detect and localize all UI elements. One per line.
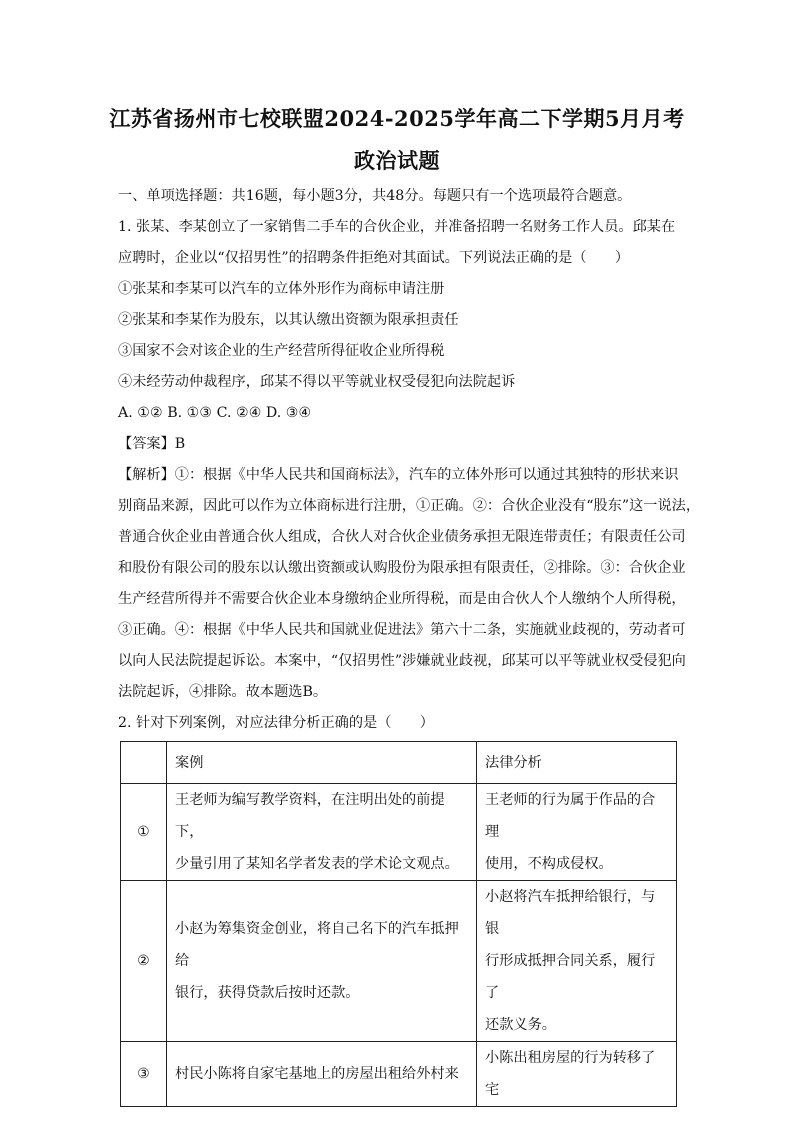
case-text-line: 村民小陈将自家宅基地上的房屋出租给外村来 — [175, 1066, 459, 1082]
analysis-line: 【解析】①：根据《中华人民共和国商标法》，汽车的立体外形可以通过其独特的形状来识 — [118, 467, 679, 483]
analysis-cell — [477, 881, 677, 1042]
analysis-text-line: 还款义务。 — [485, 1017, 556, 1033]
analysis-text-line: 行形成抵押合同关系，履行了 — [485, 953, 656, 1001]
question-1-stem-line-2: 应聘时，企业以“仅招男性”的招聘条件拒绝对其面试。下列说法正确的是（ ） — [118, 250, 630, 266]
question-1-answer: 【答案】B — [118, 436, 186, 452]
table-header-row — [121, 742, 677, 784]
analysis-line: ③正确。④：根据《中华人民共和国就业促进法》第六十二条，实施就业歧视的，劳动者可 — [118, 622, 686, 638]
question-1-option-2: ②张某和李某作为股东，以其认缴出资额为限承担责任 — [118, 312, 459, 328]
case-analysis-table — [120, 741, 677, 1107]
case-cell — [167, 881, 477, 1042]
case-text-line: 银行，获得贷款后按时还款。 — [175, 985, 360, 1001]
table-row — [121, 881, 677, 1042]
analysis-line: 普通合伙企业由普通合伙人组成，合伙人对合伙企业债务承担无限连带责任；有限责任公司 — [118, 529, 686, 545]
row-number: ① — [121, 784, 167, 881]
case-text-line: 少量引用了某知名学者发表的学术论文观点。 — [175, 856, 459, 872]
row-number: ③ — [121, 1042, 167, 1107]
analysis-cell — [477, 784, 677, 881]
row-number: ② — [121, 881, 167, 1042]
document-subtitle: 政治试题 — [354, 148, 440, 173]
analysis-line: 以向人民法院提起诉讼。本案中，“仅招男性”涉嫌就业歧视，邱某可以平等就业权受侵犯向 — [118, 653, 686, 669]
analysis-text-line: 小陈出租房屋的行为转移了宅 — [485, 1050, 656, 1098]
question-1-option-4: ④未经劳动仲裁程序，邱某不得以平等就业权受侵犯向法院起诉 — [118, 374, 516, 390]
analysis-line: 法院起诉，④排除。故本题选B。 — [118, 684, 328, 700]
analysis-text-line: 使用，不构成侵权。 — [485, 856, 613, 872]
question-1-option-1: ①张某和李某可以汽车的立体外形作为商标申请注册 — [118, 281, 445, 297]
header-cell-analysis: 法律分析 — [477, 742, 677, 784]
case-cell — [167, 784, 477, 881]
case-text-line: 王老师为编写教学资料，在注明出处的前提下， — [175, 792, 445, 840]
section-heading: 一、单项选择题：共16题，每小题3分，共48分。每题只有一个选项最符合题意。 — [118, 188, 632, 204]
question-1-choices: A. ①② B. ①③ C. ②④ D. ③④ — [118, 405, 312, 421]
case-text-line: 小赵为筹集资金创业，将自己名下的汽车抵押给 — [175, 921, 459, 969]
analysis-line: 别商品来源，因此可以作为立体商标进行注册，①正确。②：合伙企业没有“股东”这一说法， — [118, 498, 701, 514]
analysis-line: 生产经营所得并不需要合伙企业本身缴纳企业所得税，而是由合伙人个人缴纳个人所得税， — [118, 591, 686, 607]
case-cell — [167, 1042, 477, 1107]
table-row — [121, 784, 677, 881]
document-title: 江苏省扬州市七校联盟2024-2025学年高二下学期5月月考 — [109, 106, 685, 131]
analysis-text-line: 小赵将汽车抵押给银行，与银 — [485, 889, 656, 937]
question-1-option-3: ③国家不会对该企业的生产经营所得征收企业所得税 — [118, 343, 445, 359]
header-cell-case: 案例 — [167, 742, 477, 784]
question-1-stem-line-1: 1. 张某、李某创立了一家销售二手车的合伙企业，并准备招聘一名财务工作人员。邱某在 — [118, 219, 676, 235]
analysis-cell — [477, 1042, 677, 1107]
table-row — [121, 1042, 677, 1107]
analysis-line: 和股份有限公司的股东以认缴出资额或认购股份为限承担有限责任，②排除。③：合伙企业 — [118, 560, 686, 576]
analysis-text-line: 王老师的行为属于作品的合理 — [485, 792, 656, 840]
question-2-stem: 2. 针对下列案例，对应法律分析正确的是（ ） — [118, 715, 434, 731]
header-cell-number — [121, 742, 167, 784]
